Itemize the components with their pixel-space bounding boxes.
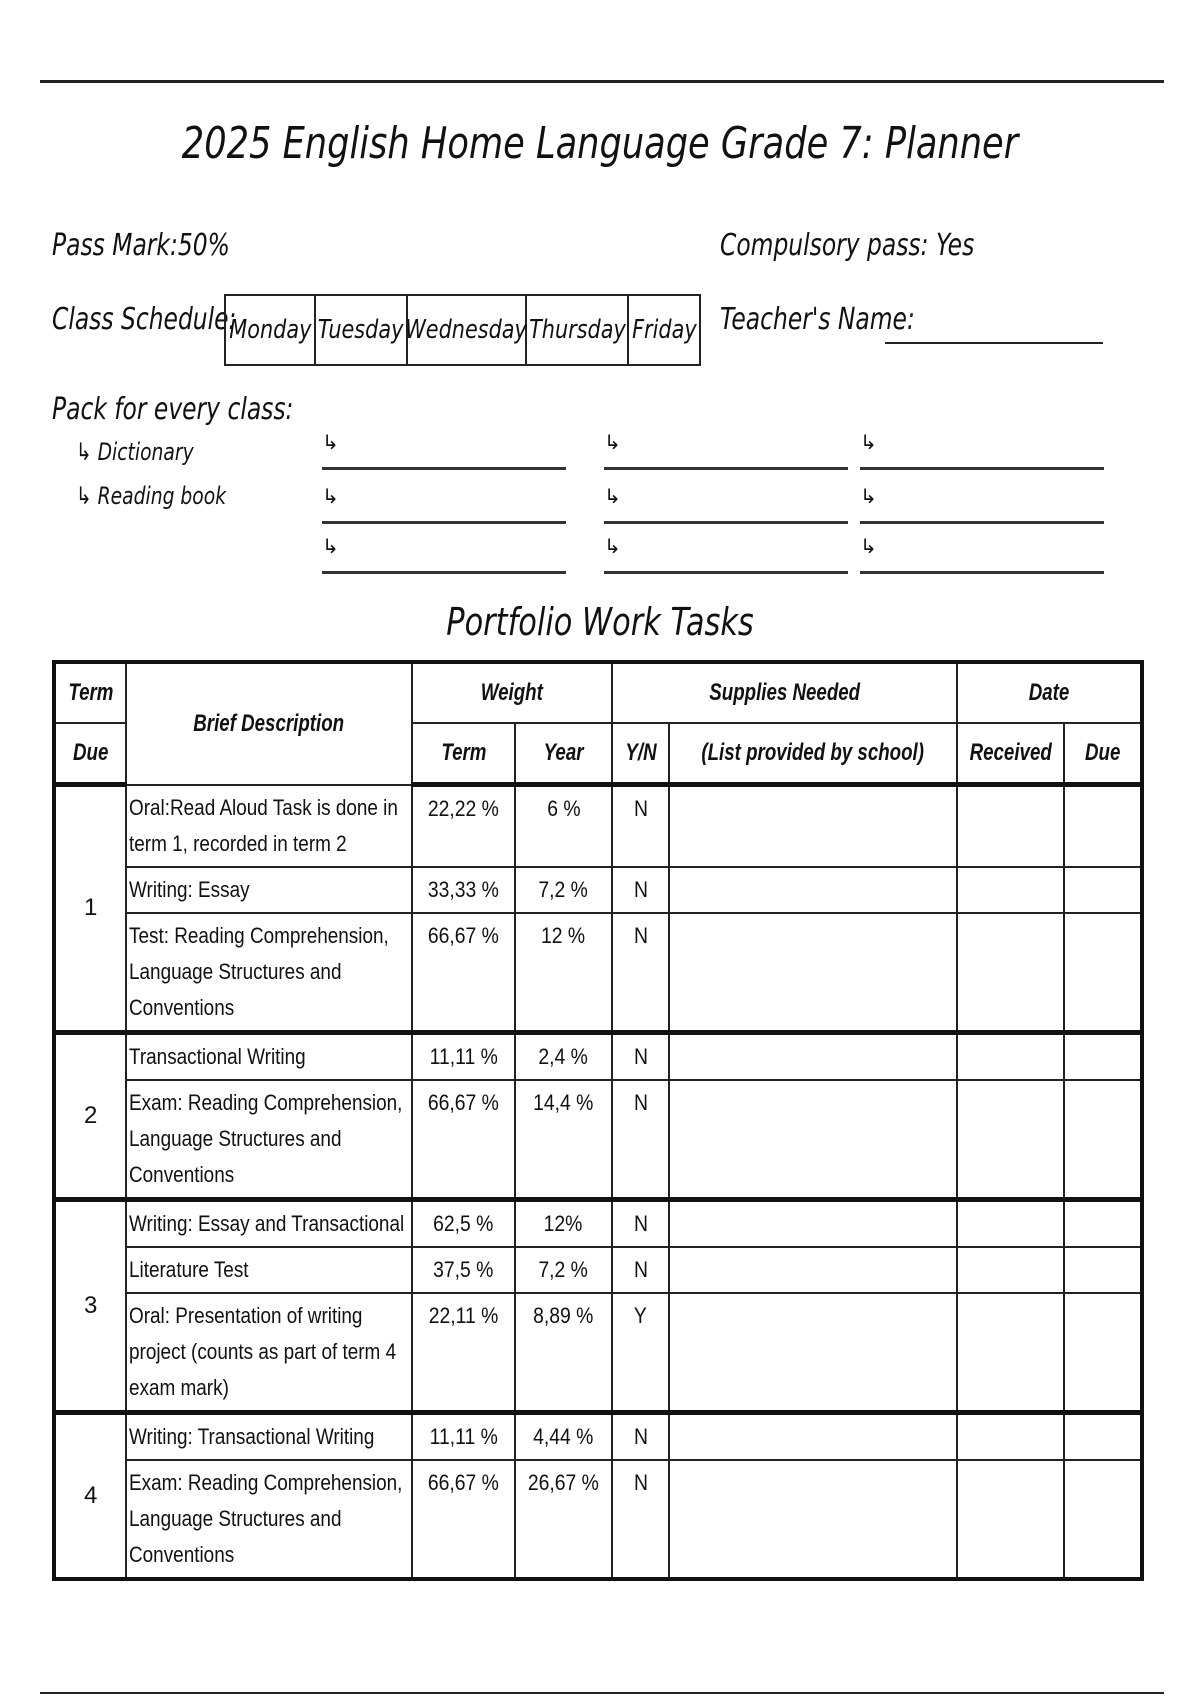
schedule-day-thursday: Thursday <box>527 296 629 364</box>
task-description: Writing: Transactional Writing <box>126 1412 411 1460</box>
bottom-rule <box>40 1692 1164 1694</box>
header-term-due: Term <box>54 662 126 723</box>
supplies-cell[interactable] <box>669 1293 956 1413</box>
table-row <box>54 1293 1142 1413</box>
pack-label: Pack for every class: <box>52 392 294 427</box>
bullet-arrow-icon: ↳ <box>604 484 621 508</box>
due-date-cell[interactable] <box>1064 1460 1142 1579</box>
year-weight: 26,67 % <box>515 1460 611 1579</box>
term-weight: 22,11 % <box>412 1293 516 1413</box>
yn-cell: N <box>612 1460 670 1579</box>
year-weight: 12 % <box>515 913 611 1033</box>
supplies-cell[interactable] <box>669 1199 956 1247</box>
supplies-cell[interactable] <box>669 1247 956 1293</box>
task-description: Literature Test <box>126 1247 411 1293</box>
received-date-cell[interactable] <box>957 1199 1064 1247</box>
task-description: Writing: Essay <box>126 867 411 913</box>
due-date-cell[interactable] <box>1064 913 1142 1033</box>
pack-item-label: Reading book <box>97 482 227 510</box>
task-description: Exam: Reading Comprehension, Language Structures and Conventions <box>126 1080 411 1200</box>
year-weight: 14,4 % <box>515 1080 611 1200</box>
supplies-cell[interactable] <box>669 913 956 1033</box>
table-row <box>54 1247 1142 1293</box>
term-weight: 22,22 % <box>412 785 516 867</box>
header-brief-description: Brief Description <box>126 662 411 785</box>
term-weight: 66,67 % <box>412 1080 516 1200</box>
header-date: Date <box>957 662 1142 723</box>
due-date-cell[interactable] <box>1064 867 1142 913</box>
schedule-day-tuesday: Tuesday <box>316 296 408 364</box>
term-cell: 4 <box>54 1412 126 1579</box>
received-date-cell[interactable] <box>957 1080 1064 1200</box>
year-weight: 4,44 % <box>515 1412 611 1460</box>
year-weight: 12% <box>515 1199 611 1247</box>
header-due-date: Due <box>1064 723 1142 785</box>
year-weight: 7,2 % <box>515 867 611 913</box>
bullet-arrow-icon: ↳ <box>322 484 339 508</box>
due-date-cell[interactable] <box>1064 1412 1142 1460</box>
year-weight: 6 % <box>515 785 611 867</box>
supplies-cell[interactable] <box>669 1032 956 1080</box>
table-row <box>54 1412 1142 1460</box>
top-rule <box>40 80 1164 83</box>
bullet-arrow-icon: ↳ <box>76 482 92 510</box>
received-date-cell[interactable] <box>957 1032 1064 1080</box>
table-row <box>54 867 1142 913</box>
yn-cell: N <box>612 1247 670 1293</box>
term-weight: 66,67 % <box>412 913 516 1033</box>
table-row <box>54 1460 1142 1579</box>
bullet-arrow-icon: ↳ <box>860 484 877 508</box>
pass-mark: Pass Mark:50% <box>52 228 230 263</box>
received-date-cell[interactable] <box>957 1247 1064 1293</box>
yn-cell: Y <box>612 1293 670 1413</box>
supplies-cell[interactable] <box>669 867 956 913</box>
due-date-cell[interactable] <box>1064 1080 1142 1200</box>
bullet-arrow-icon: ↳ <box>322 534 339 558</box>
task-description: Oral: Presentation of writing project (counts as part of term 4 exam mark) <box>126 1293 411 1413</box>
term-weight: 11,11 % <box>412 1032 516 1080</box>
page-title: 2025 English Home Language Grade 7: Planner <box>181 118 1019 169</box>
term-weight: 11,11 % <box>412 1412 516 1460</box>
task-description: Oral:Read Aloud Task is done in term 1, recorded in term 2 <box>126 785 411 867</box>
due-date-cell[interactable] <box>1064 1247 1142 1293</box>
header-received: Received <box>957 723 1064 785</box>
term-weight: 62,5 % <box>412 1199 516 1247</box>
task-description: Writing: Essay and Transactional <box>126 1199 411 1247</box>
header-yn: Y/N <box>612 723 670 785</box>
schedule-day-friday: Friday <box>631 315 697 345</box>
year-weight: 8,89 % <box>515 1293 611 1413</box>
term-cell: 1 <box>54 785 126 1033</box>
received-date-cell[interactable] <box>957 1460 1064 1579</box>
received-date-cell[interactable] <box>957 1293 1064 1413</box>
year-weight: 2,4 % <box>515 1032 611 1080</box>
class-schedule-table <box>224 294 701 366</box>
header-weight-term: Term <box>412 723 516 785</box>
received-date-cell[interactable] <box>957 913 1064 1033</box>
year-weight: 7,2 % <box>515 1247 611 1293</box>
supplies-cell[interactable] <box>669 1412 956 1460</box>
yn-cell: N <box>612 1032 670 1080</box>
bullet-arrow-icon: ↳ <box>604 534 621 558</box>
schedule-day-wednesday: Wednesday <box>408 296 527 364</box>
term-weight: 37,5 % <box>412 1247 516 1293</box>
header-supplies-needed: Supplies Needed <box>612 662 957 723</box>
header-weight-year: Year <box>515 723 611 785</box>
header-due: Due <box>54 723 126 785</box>
yn-cell: N <box>612 785 670 867</box>
yn-cell: N <box>612 913 670 1033</box>
supplies-cell[interactable] <box>669 785 956 867</box>
header-list-provided: (List provided by school) <box>669 723 956 785</box>
yn-cell: N <box>612 867 670 913</box>
yn-cell: N <box>612 1199 670 1247</box>
term-weight: 33,33 % <box>412 867 516 913</box>
header-weight: Weight <box>412 662 612 723</box>
table-row <box>54 1199 1142 1247</box>
due-date-cell[interactable] <box>1064 1293 1142 1413</box>
term-weight: 66,67 % <box>412 1460 516 1579</box>
received-date-cell[interactable] <box>957 785 1064 867</box>
task-description: Transactional Writing <box>126 1032 411 1080</box>
yn-cell: N <box>612 1080 670 1200</box>
bullet-arrow-icon: ↳ <box>322 430 339 454</box>
task-description: Exam: Reading Comprehension, Language Structures and Conventions <box>126 1460 411 1579</box>
teacher-name-label: Teacher's Name: <box>720 302 915 337</box>
section-title: Portfolio Work Tasks <box>446 600 754 644</box>
bullet-arrow-icon: ↳ <box>860 534 877 558</box>
table-row <box>54 785 1142 867</box>
table-row <box>54 1032 1142 1080</box>
portfolio-tasks-table <box>52 660 1144 1581</box>
due-date-cell[interactable] <box>1064 1032 1142 1080</box>
supplies-cell[interactable] <box>669 1460 956 1579</box>
table-row <box>54 1080 1142 1200</box>
received-date-cell[interactable] <box>957 1412 1064 1460</box>
compulsory-pass: Compulsory pass: Yes <box>720 228 975 263</box>
schedule-day-monday: Monday <box>226 296 316 364</box>
class-schedule-label: Class Schedule: <box>52 302 237 337</box>
term-cell: 3 <box>54 1199 126 1412</box>
pack-item-dictionary <box>76 438 194 466</box>
pack-item-reading-book <box>76 482 226 510</box>
supplies-cell[interactable] <box>669 1080 956 1200</box>
pack-item-label: Dictionary <box>97 438 194 466</box>
bullet-arrow-icon: ↳ <box>860 430 877 454</box>
task-description: Test: Reading Comprehension, Language Structures and Conventions <box>126 913 411 1033</box>
received-date-cell[interactable] <box>957 867 1064 913</box>
term-cell: 2 <box>54 1032 126 1199</box>
due-date-cell[interactable] <box>1064 785 1142 867</box>
teacher-name-line[interactable] <box>885 342 1103 344</box>
bullet-arrow-icon: ↳ <box>604 430 621 454</box>
bullet-arrow-icon: ↳ <box>76 438 92 466</box>
due-date-cell[interactable] <box>1064 1199 1142 1247</box>
yn-cell: N <box>612 1412 670 1460</box>
table-row <box>54 913 1142 1033</box>
